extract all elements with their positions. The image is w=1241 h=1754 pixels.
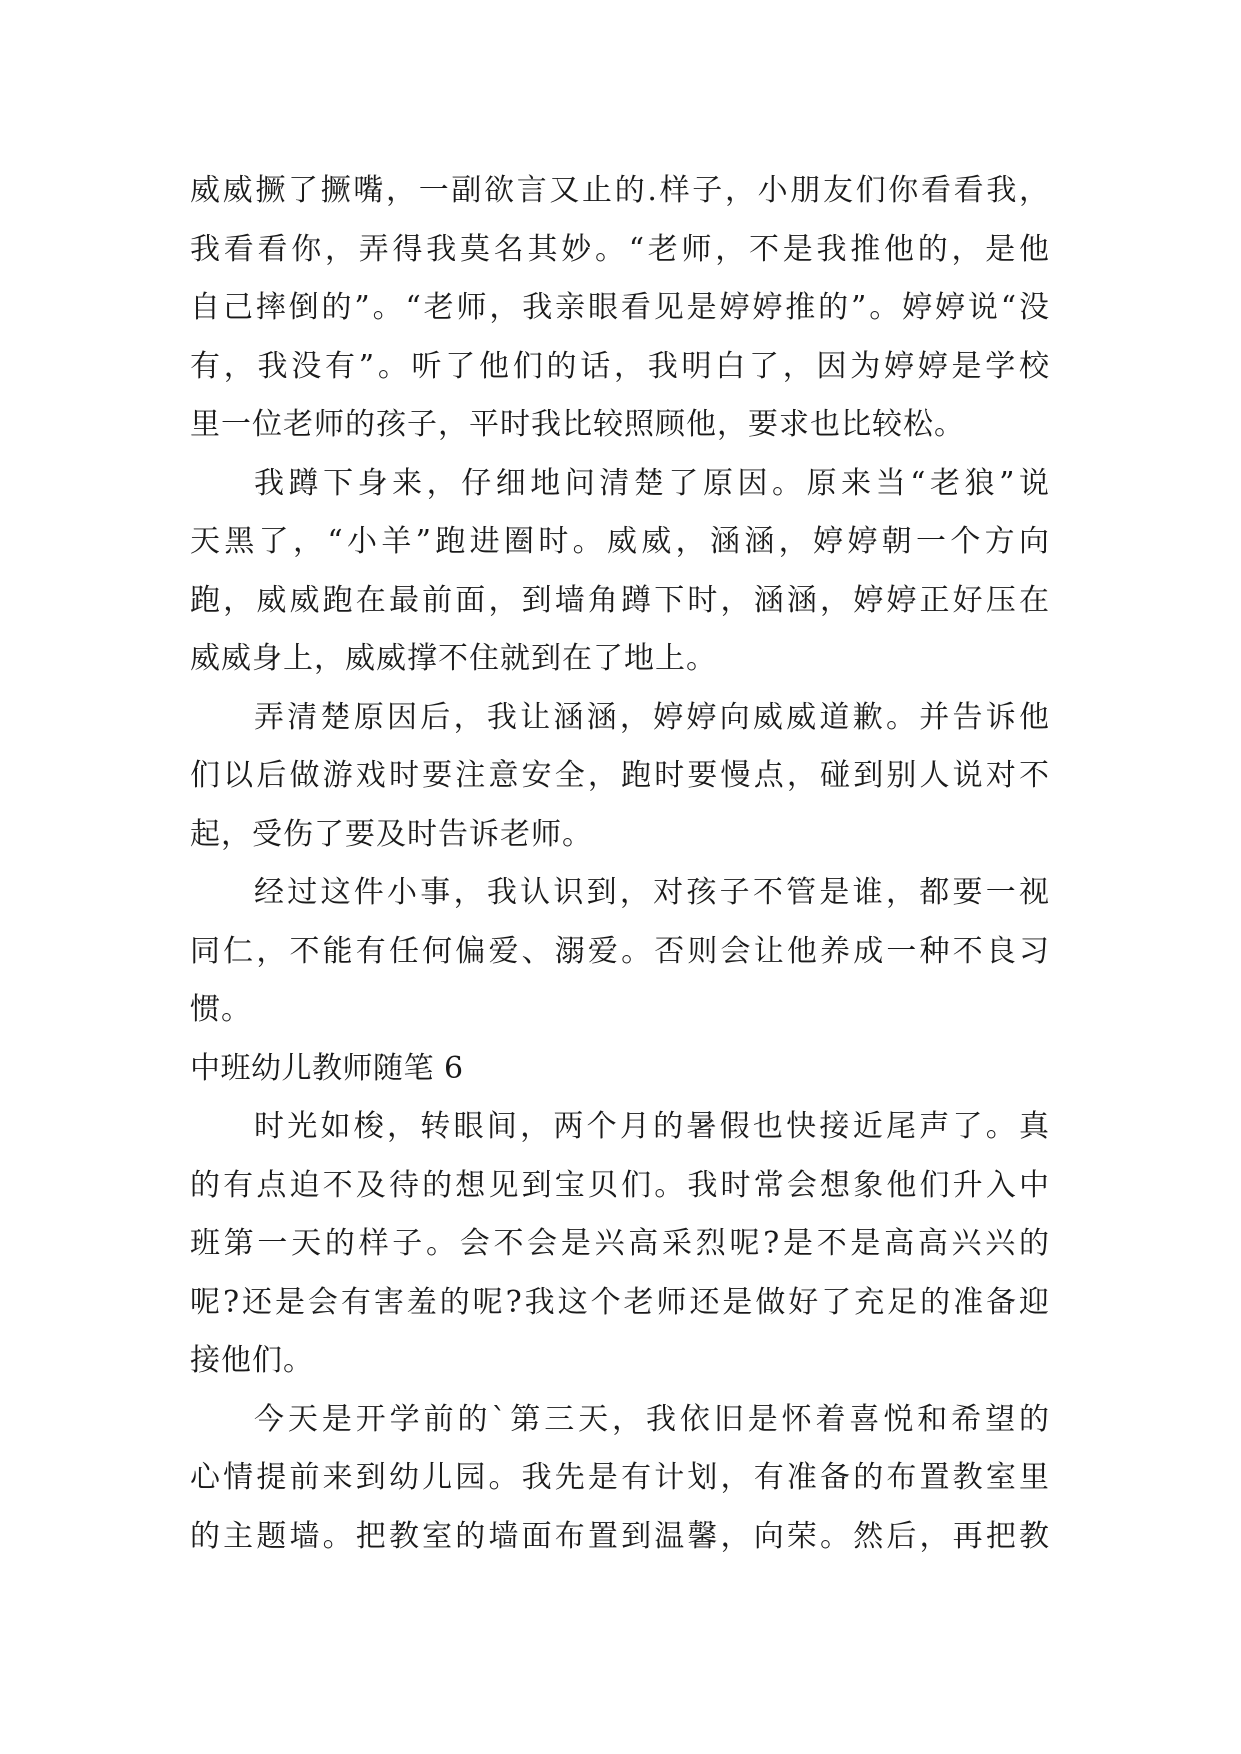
text-line: 心情提前来到幼儿园。我先是有计划，有准备的布置教室里 (190, 1460, 1050, 1495)
text-line: 班第一天的样子。会不会是兴高采烈呢?是不是高高兴兴的 (190, 1226, 1050, 1261)
paragraph-first-line: 今天是开学前的`第三天，我依旧是怀着喜悦和希望的 (254, 1401, 1050, 1437)
text-line: 的有点迫不及待的想见到宝贝们。我时常会想象他们升入中 (190, 1167, 1050, 1203)
text-line: 自己摔倒的”。“老师，我亲眼看见是婷婷推的”。婷婷说“没 (190, 290, 1050, 325)
paragraph-first-line: 时光如梭，转眼间，两个月的暑假也快接近尾声了。真 (254, 1109, 1050, 1144)
text-line: 同仁，不能有任何偏爱、溺爱。否则会让他养成一种不良习 (190, 933, 1050, 969)
paragraph-first-line: 我蹲下身来，仔细地问清楚了原因。原来当“老狼”说 (254, 465, 1050, 501)
paragraph-first-line: 经过这件小事，我认识到，对孩子不管是谁，都要一视 (254, 875, 1050, 910)
text-line: 呢?还是会有害羞的呢?我这个老师还是做好了充足的准备迎 (190, 1284, 1050, 1320)
text-line: 的主题墙。把教室的墙面布置到温馨，向荣。然后，再把教 (190, 1518, 1050, 1554)
text-line: 接他们。 (190, 1343, 314, 1378)
paragraph-first-line: 弄清楚原因后，我让涵涵，婷婷向威威道歉。并告诉他 (254, 699, 1050, 735)
text-line: 跑，威威跑在最前面，到墙角蹲下时，涵涵，婷婷正好压在 (190, 582, 1050, 618)
text-line: 起，受伤了要及时告诉老师。 (190, 816, 593, 852)
text-line: 里一位老师的孩子，平时我比较照顾他，要求也比较松。 (190, 407, 965, 442)
text-line: 们以后做游戏时要注意安全，跑时要慢点，碰到别人说对不 (190, 758, 1050, 793)
text-line: 威威撅了撅嘴，一副欲言又止的.样子，小朋友们你看看我， (190, 173, 1050, 208)
text-line: 威威身上，威威撑不住就到在了地上。 (190, 641, 717, 676)
text-line: 天黑了，“小羊”跑进圈时。威威，涵涵，婷婷朝一个方向 (190, 524, 1050, 559)
text-line: 我看看你，弄得我莫名其妙。“老师，不是我推他的，是他 (190, 231, 1050, 267)
text-line: 惯。 (190, 992, 252, 1027)
section-heading: 中班幼儿教师随笔 6 (190, 1050, 464, 1086)
text-line: 有，我没有”。听了他们的话，我明白了，因为婷婷是学校 (190, 348, 1050, 384)
document-body (190, 162, 1050, 1566)
